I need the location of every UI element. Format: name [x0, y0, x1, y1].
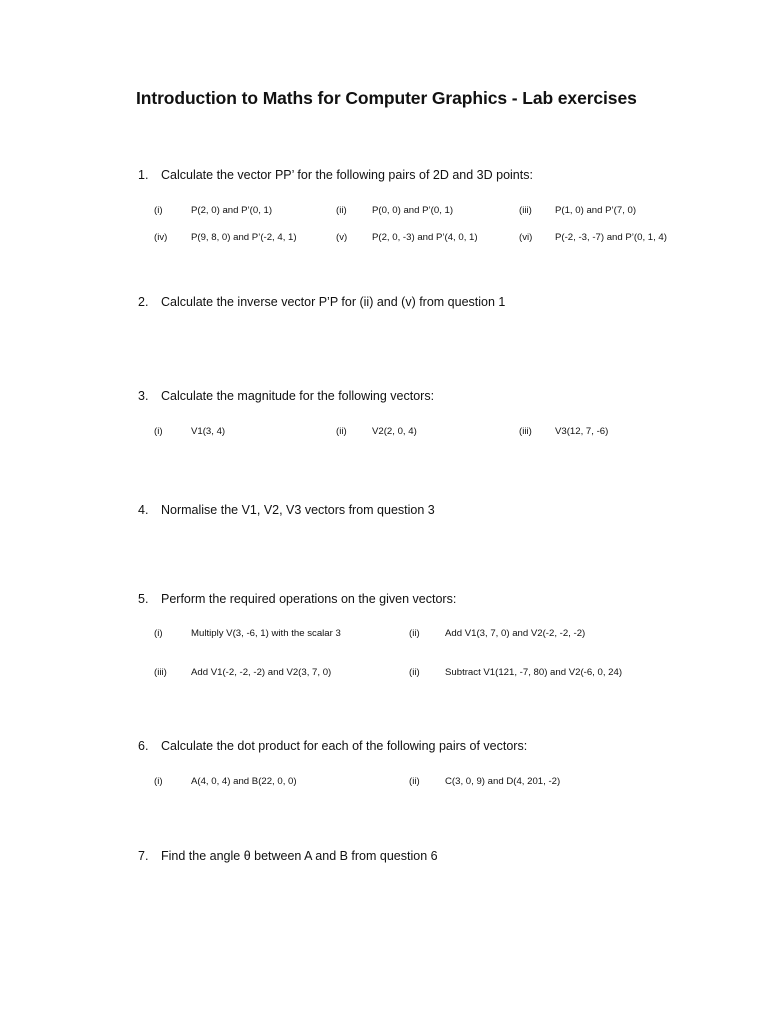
item-label: (i) — [154, 776, 163, 787]
question-text: Find the angle θ between A and B from question 6 — [161, 849, 438, 863]
item-label: (v) — [336, 232, 348, 243]
item-text: V3(12, 7, -6) — [555, 426, 609, 437]
question-number: 5. — [138, 592, 149, 606]
question-3 — [138, 389, 434, 403]
item-text: P(2, 0, -3) and P’(4, 0, 1) — [372, 232, 478, 243]
question-1 — [138, 168, 533, 182]
question-text: Calculate the inverse vector P’P for (ii) and (v) from question 1 — [161, 295, 506, 309]
question-number: 2. — [138, 295, 149, 309]
question-5 — [138, 592, 456, 606]
item-text: Multiply V(3, -6, 1) with the scalar 3 — [191, 628, 341, 639]
question-text: Calculate the vector PP’ for the following pairs of 2D and 3D points: — [161, 168, 533, 182]
question-number: 4. — [138, 503, 149, 517]
question-text: Calculate the magnitude for the following vectors: — [161, 389, 435, 403]
page-title: Introduction to Maths for Computer Graphics - Lab exercises — [136, 88, 637, 108]
question-number: 6. — [138, 739, 149, 753]
item-text: Subtract V1(121, -7, 80) and V2(-6, 0, 24) — [445, 667, 623, 678]
item-text: P(1, 0) and P’(7, 0) — [555, 205, 637, 216]
item-text: A(4, 0, 4) and B(22, 0, 0) — [191, 776, 297, 787]
item-label: (iii) — [154, 667, 167, 678]
item-text: C(3, 0, 9) and D(4, 201, -2) — [445, 776, 561, 787]
item-text: V1(3, 4) — [191, 426, 226, 437]
question-text: Normalise the V1, V2, V3 vectors from question 3 — [161, 503, 435, 517]
question-6 — [138, 739, 527, 753]
question-4 — [138, 503, 435, 517]
question-2 — [138, 295, 505, 309]
item-text: P(-2, -3, -7) and P’(0, 1, 4) — [555, 232, 667, 243]
item-label: (ii) — [409, 776, 420, 787]
item-label: (i) — [154, 426, 163, 437]
item-label: (ii) — [336, 205, 347, 216]
item-label: (i) — [154, 205, 163, 216]
item-text: P(2, 0) and P’(0, 1) — [191, 205, 273, 216]
item-text: P(0, 0) and P’(0, 1) — [372, 205, 454, 216]
question-number: 1. — [138, 168, 149, 182]
question-7 — [138, 849, 438, 863]
item-label: (iv) — [154, 232, 168, 243]
item-label: (ii) — [409, 628, 420, 639]
item-label: (iii) — [519, 205, 532, 216]
item-label: (ii) — [336, 426, 347, 437]
question-number: 7. — [138, 849, 149, 863]
item-text: P(9, 8, 0) and P’(-2, 4, 1) — [191, 232, 297, 243]
item-text: V2(2, 0, 4) — [372, 426, 417, 437]
item-text: Add V1(3, 7, 0) and V2(-2, -2, -2) — [445, 628, 586, 639]
question-number: 3. — [138, 389, 149, 403]
question-text: Calculate the dot product for each of the following pairs of vectors: — [161, 739, 528, 753]
item-label: (iii) — [519, 426, 532, 437]
question-text: Perform the required operations on the given vectors: — [161, 592, 457, 606]
item-label: (ii) — [409, 667, 420, 678]
item-text: Add V1(-2, -2, -2) and V2(3, 7, 0) — [191, 667, 332, 678]
item-label: (vi) — [519, 232, 533, 243]
item-label: (i) — [154, 628, 163, 639]
